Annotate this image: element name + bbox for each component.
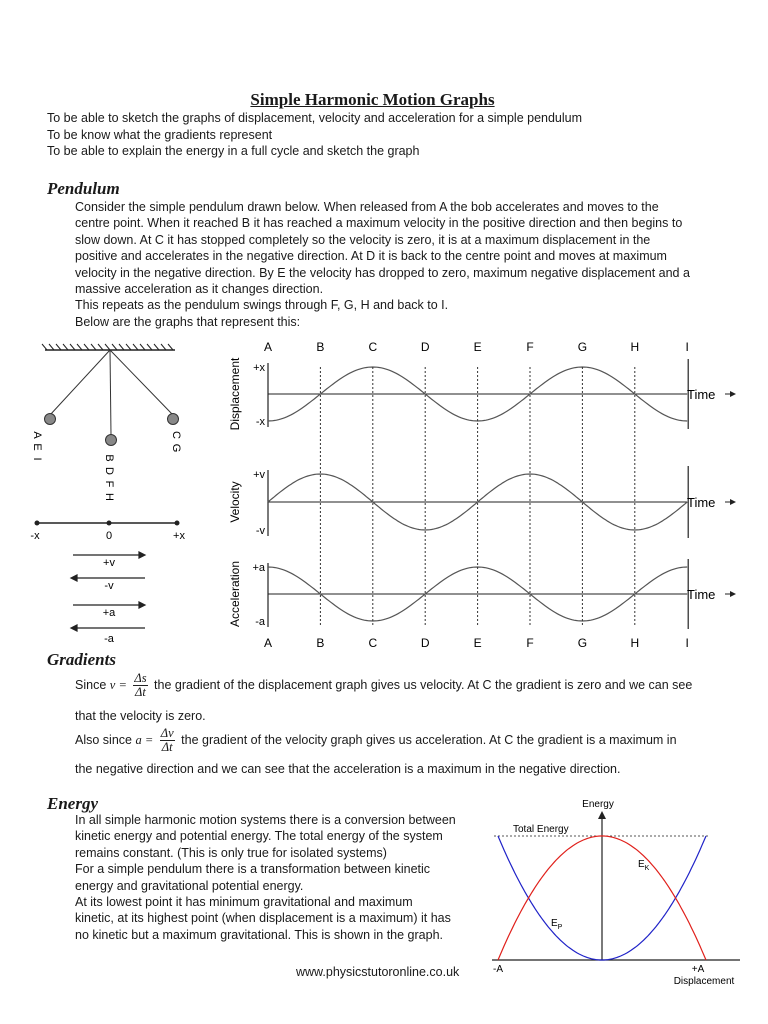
point-label-top: I [685, 340, 689, 354]
arrow-label-minus-a: -a [104, 633, 114, 645]
gradient-since: Since [75, 677, 107, 692]
energy-axis-label: Energy [582, 799, 614, 810]
energy-graph [480, 795, 755, 990]
gradient-text: the gradient of the velocity graph gives us acceleration. At C the gradient is a maximum in [181, 732, 677, 747]
objective-1: To be able to sketch the graphs of displacement, velocity and acceleration for a simple pendulum [47, 111, 583, 125]
displacement-min-label: -x [255, 416, 265, 428]
point-label-bottom: B [316, 636, 325, 650]
fraction-numerator: Δv [160, 726, 174, 740]
energy-line: no kinetic but a maximum gravitational. This is shown in the graph. [75, 927, 444, 942]
fraction-denominator: Δt [161, 740, 173, 754]
acceleration-fraction [160, 727, 175, 754]
velocity-min-label: -v [255, 525, 265, 537]
point-label-top: B [316, 340, 325, 354]
displacement-time-label: Time [687, 387, 716, 402]
velocity-graph [228, 466, 736, 538]
arrow-label-minus-v: -v [104, 580, 114, 592]
gradient-line-2: that the velocity is zero. [75, 709, 206, 723]
arrow-label-plus-v: +v [103, 557, 115, 569]
point-label-bottom: E [473, 636, 482, 650]
point-label-top: C [368, 340, 378, 354]
axis-zero: 0 [105, 530, 113, 542]
energy-line: For a simple pendulum there is a transformation between kinetic [75, 862, 431, 877]
letter-C: C [170, 431, 182, 439]
plus-a-label: +A [691, 964, 705, 975]
fraction-denominator: Δt [135, 685, 146, 699]
bob-centre [106, 435, 117, 446]
displacement-max-label: +x [253, 362, 265, 374]
point-label-bottom: D [420, 636, 430, 650]
energy-line: kinetic energy and potential energy. The total energy of the system [75, 829, 443, 844]
arrow-label-plus-a: +a [102, 607, 116, 619]
acceleration-time-label: Time [687, 587, 716, 602]
acceleration-min-label: -a [255, 616, 265, 628]
pendulum-line: This repeats as the pendulum swings through F, G, H and back to I. [75, 298, 449, 313]
fraction-numerator: Δs [134, 671, 147, 685]
axis-minus-x: -x [30, 530, 40, 542]
acceleration-axis-label: Acceleration [228, 560, 242, 628]
displacement-axis-label: Displacement [228, 357, 242, 431]
letter-A: A [31, 431, 43, 439]
pendulum-heading: Pendulum [47, 179, 120, 198]
acceleration-max-label: +a [252, 562, 265, 574]
energy-line: remains constant. (This is only true for isolated systems) [75, 845, 387, 860]
gradient-text: the gradient of the displacement graph gives us velocity. At C the gradient is zero and we can see [154, 677, 693, 692]
energy-paragraph [75, 812, 456, 943]
ek-label: $E_K$ [638, 859, 650, 872]
point-label-top: D [420, 340, 430, 354]
point-label-bottom: C [368, 636, 378, 650]
letter-G: G [170, 443, 182, 453]
pendulum-line: slow down. At C it has stopped completely so the velocity is zero, it is at a maximum displacement in the [75, 232, 651, 247]
velocity-equation-lhs: v = [109, 677, 127, 692]
velocity-max-label: +v [253, 469, 265, 481]
pendulum-paragraph [75, 199, 690, 330]
pendulum-diagram [25, 335, 205, 650]
acceleration-graph [228, 559, 736, 629]
gradients-heading: Gradients [47, 650, 116, 669]
ep-label: $E_P$ [551, 918, 563, 931]
gradient-line-3 [75, 727, 677, 754]
velocity-axis-label: Velocity [228, 481, 242, 523]
pendulum-line: Consider the simple pendulum drawn below. When released from A the bob accelerates and moves to the [75, 200, 659, 214]
gradient-line-4: the negative direction and we can see that the acceleration is a maximum in the negative direction. [75, 762, 621, 776]
pendulum-line: massive acceleration as it changes direction. [75, 282, 324, 297]
energy-line: In all simple harmonic motion systems there is a conversion between [75, 813, 456, 827]
acceleration-equation-lhs: a = [135, 732, 154, 747]
point-label-bottom: G [577, 636, 588, 650]
gradient-line-1 [75, 672, 692, 699]
objective-3: To be able to explain the energy in a full cycle and sketch the graph [47, 144, 420, 158]
gradient-also-since: Also since [75, 732, 132, 747]
letter-E: E [31, 443, 43, 451]
objective-2: To be know what the gradients represent [47, 127, 273, 142]
shm-graphs [215, 335, 755, 655]
pendulum-line: centre point. When it reached B it has reached a maximum velocity in the positive direction and then begins to [75, 216, 683, 231]
displacement-graph [228, 357, 736, 430]
pendulum-line: positive and accelerates in the negative direction. At D it is back to the centre point and moves at maximum [75, 249, 667, 264]
minus-a-label: -A [493, 964, 503, 975]
page-title: Simple Harmonic Motion Graphs [250, 90, 495, 109]
velocity-fraction [133, 672, 147, 699]
bob-right [168, 414, 179, 425]
point-label-top: H [630, 340, 640, 354]
letter-F: F [103, 480, 115, 488]
point-label-top: E [473, 340, 482, 354]
point-label-bottom: F [526, 636, 534, 650]
energy-heading: Energy [47, 794, 98, 813]
bob-left [45, 414, 56, 425]
energy-line: energy and gravitational potential energy. [75, 878, 304, 893]
velocity-time-label: Time [687, 495, 716, 510]
letter-H: H [103, 493, 115, 501]
displacement-axis-label: Displacement [673, 976, 735, 987]
footer-url[interactable]: www.physicstutoronline.co.uk [296, 965, 460, 979]
point-label-top: F [526, 340, 534, 354]
point-label-bottom: A [263, 636, 273, 650]
letter-D: D [103, 467, 115, 475]
dashed-guides [320, 367, 634, 625]
point-label-top: G [577, 340, 588, 354]
pendulum-line: velocity in the negative direction. By E the velocity has dropped to zero, maximum negative displacement and a [75, 265, 690, 280]
pendulum-line: Below are the graphs that represent this: [75, 314, 301, 329]
axis-plus-x: +x [173, 530, 185, 542]
letter-I: I [31, 457, 43, 461]
energy-line: At its lowest point it has minimum gravitational and maximum [75, 895, 413, 910]
total-energy-label: Total Energy [513, 824, 569, 835]
point-label-bottom: I [685, 636, 689, 650]
energy-line: kinetic, at its highest point (when displacement is a maximum) it has [75, 911, 451, 926]
letter-B: B [103, 454, 115, 462]
point-label-top: A [263, 340, 273, 354]
point-label-bottom: H [630, 636, 640, 650]
